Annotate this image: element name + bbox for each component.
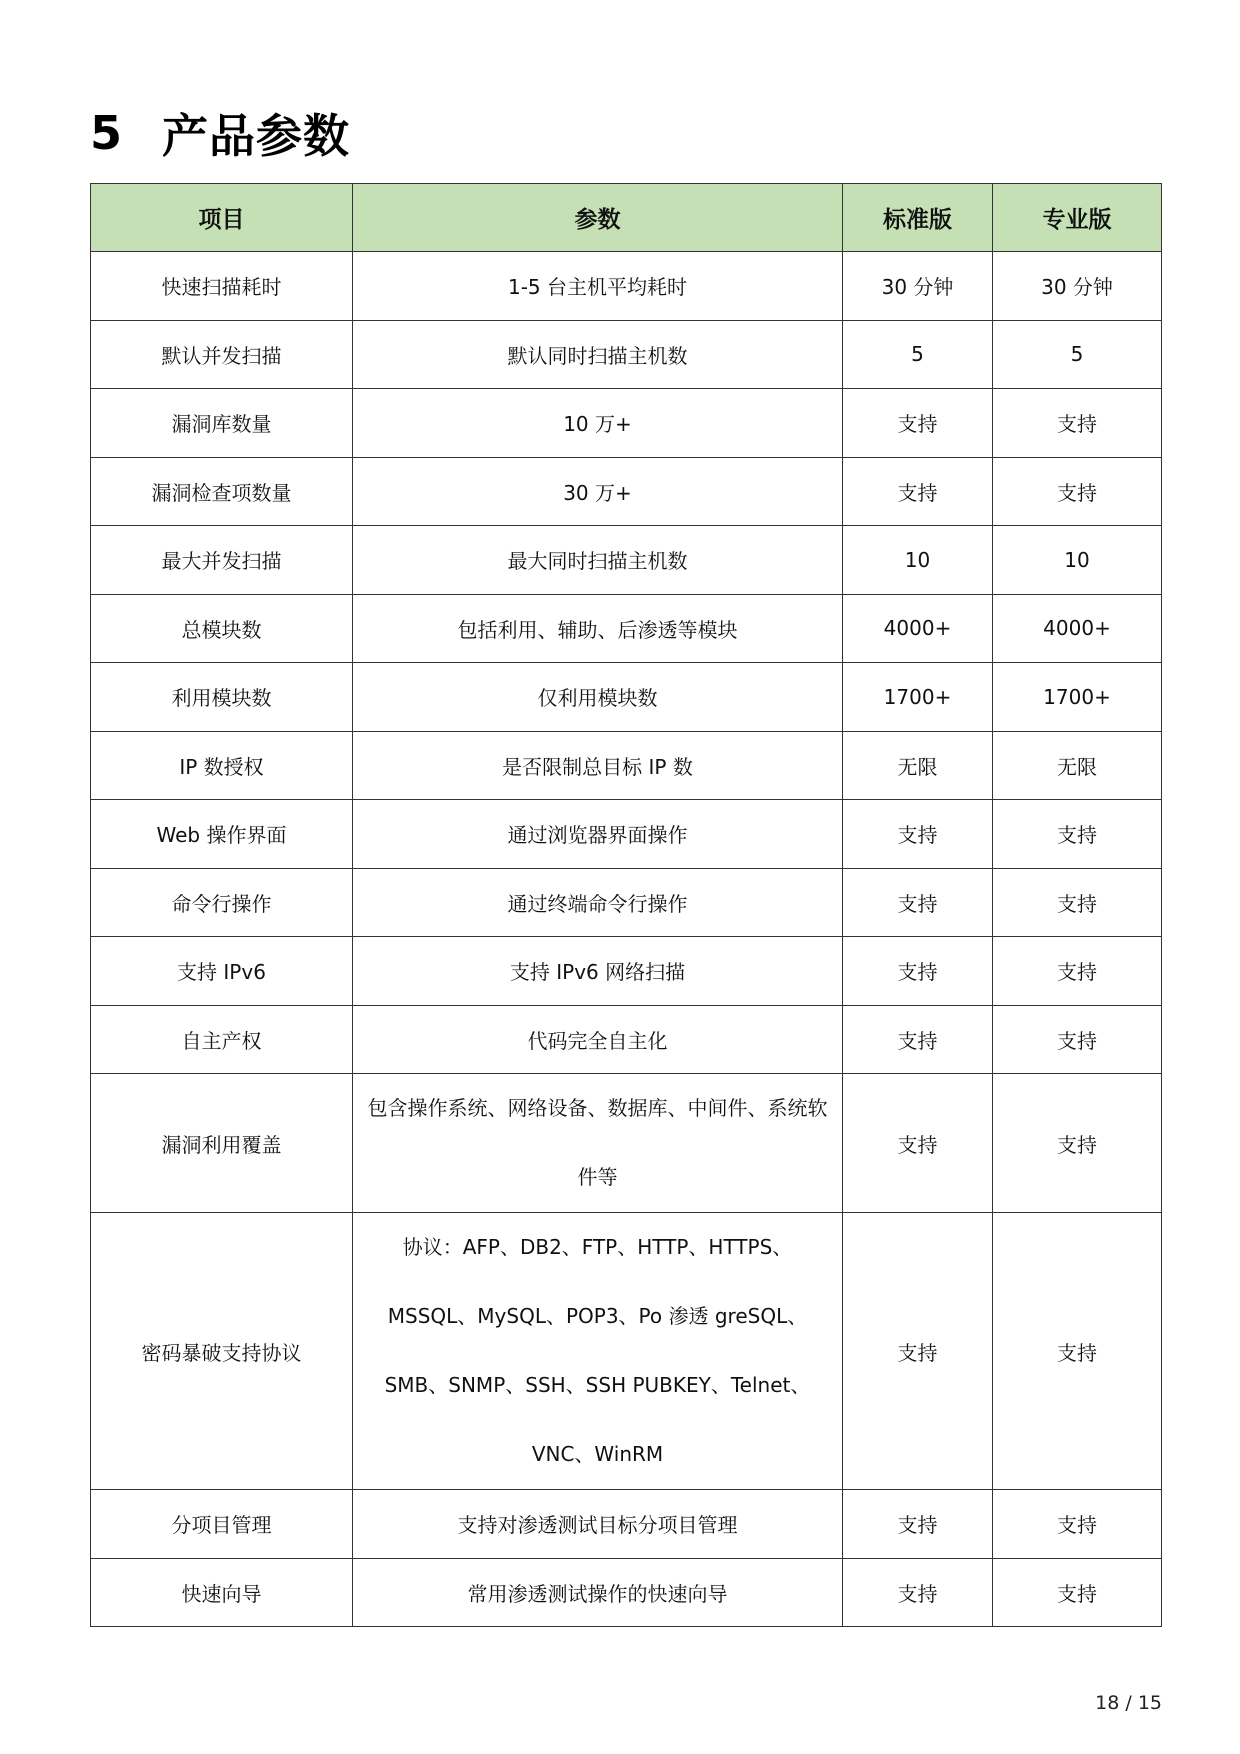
cell-item: 默认并发扫描 — [91, 320, 353, 389]
cell-pro: 4000+ — [993, 594, 1162, 663]
cell-param: 1-5 台主机平均耗时 — [353, 252, 843, 321]
table-row — [91, 320, 1162, 389]
cell-pro: 支持 — [993, 1213, 1162, 1490]
table-row — [91, 1074, 1162, 1213]
cell-item: 总模块数 — [91, 594, 353, 663]
cell-pro: 支持 — [993, 1005, 1162, 1074]
cell-standard: 30 分钟 — [843, 252, 993, 321]
cell-standard: 支持 — [843, 868, 993, 937]
cell-param: 通过浏览器界面操作 — [353, 800, 843, 869]
cell-pro: 1700+ — [993, 663, 1162, 732]
cell-pro: 支持 — [993, 389, 1162, 458]
table-row — [91, 663, 1162, 732]
cell-item: 分项目管理 — [91, 1490, 353, 1559]
section-heading — [90, 98, 350, 168]
cell-param: 最大同时扫描主机数 — [353, 526, 843, 595]
cell-param: 仅利用模块数 — [353, 663, 843, 732]
cell-standard: 支持 — [843, 800, 993, 869]
cell-standard: 支持 — [843, 937, 993, 1006]
cell-item: 漏洞利用覆盖 — [91, 1074, 353, 1213]
table-row — [91, 937, 1162, 1006]
cell-param: 是否限制总目标 IP 数 — [353, 731, 843, 800]
header-item: 项目 — [91, 184, 353, 252]
table-row — [91, 526, 1162, 595]
table-row — [91, 594, 1162, 663]
cell-standard: 5 — [843, 320, 993, 389]
header-param: 参数 — [353, 184, 843, 252]
table-row — [91, 1005, 1162, 1074]
cell-standard: 支持 — [843, 1213, 993, 1490]
table-row — [91, 1558, 1162, 1627]
cell-item: 最大并发扫描 — [91, 526, 353, 595]
table-row — [91, 457, 1162, 526]
table-row — [91, 731, 1162, 800]
cell-pro: 支持 — [993, 1558, 1162, 1627]
cell-param: 默认同时扫描主机数 — [353, 320, 843, 389]
cell-standard: 支持 — [843, 389, 993, 458]
cell-standard: 支持 — [843, 457, 993, 526]
table-row — [91, 1490, 1162, 1559]
cell-standard: 支持 — [843, 1558, 993, 1627]
cell-standard: 无限 — [843, 731, 993, 800]
cell-param: 30 万+ — [353, 457, 843, 526]
cell-param: 支持对渗透测试目标分项目管理 — [353, 1490, 843, 1559]
cell-param: 10 万+ — [353, 389, 843, 458]
cell-pro: 5 — [993, 320, 1162, 389]
table-header-row — [91, 184, 1162, 252]
table-row — [91, 800, 1162, 869]
table-row — [91, 868, 1162, 937]
cell-param: 代码完全自主化 — [353, 1005, 843, 1074]
cell-param: 支持 IPv6 网络扫描 — [353, 937, 843, 1006]
header-pro: 专业版 — [993, 184, 1162, 252]
section-title: 产品参数 — [162, 109, 350, 163]
cell-item: 支持 IPv6 — [91, 937, 353, 1006]
cell-item: 快速向导 — [91, 1558, 353, 1627]
cell-standard: 4000+ — [843, 594, 993, 663]
cell-standard: 支持 — [843, 1074, 993, 1213]
cell-item: 自主产权 — [91, 1005, 353, 1074]
cell-pro: 支持 — [993, 800, 1162, 869]
table-row — [91, 389, 1162, 458]
cell-param: 包括利用、辅助、后渗透等模块 — [353, 594, 843, 663]
cell-item: 密码暴破支持协议 — [91, 1213, 353, 1490]
cell-param: 通过终端命令行操作 — [353, 868, 843, 937]
cell-pro: 支持 — [993, 1490, 1162, 1559]
cell-pro: 支持 — [993, 937, 1162, 1006]
table-row — [91, 252, 1162, 321]
cell-pro: 10 — [993, 526, 1162, 595]
cell-param: 包含操作系统、网络设备、数据库、中间件、系统软件等 — [353, 1074, 843, 1213]
cell-pro: 支持 — [993, 868, 1162, 937]
cell-pro: 30 分钟 — [993, 252, 1162, 321]
cell-item: 命令行操作 — [91, 868, 353, 937]
cell-param: 协议：AFP、DB2、FTP、HTTP、HTTPS、MSSQL、MySQL、POP3、Po 渗透 greSQL、SMB、SNMP、SSH、SSH PUBKEY、Telnet、VNC、WinRM — [353, 1213, 843, 1490]
cell-pro: 支持 — [993, 1074, 1162, 1213]
cell-standard: 1700+ — [843, 663, 993, 732]
product-params-table — [90, 183, 1162, 1627]
cell-standard: 10 — [843, 526, 993, 595]
section-number: 5 — [90, 106, 124, 160]
cell-param: 常用渗透测试操作的快速向导 — [353, 1558, 843, 1627]
page-number: 18 / 15 — [1095, 1692, 1162, 1714]
cell-item: 快速扫描耗时 — [91, 252, 353, 321]
cell-pro: 支持 — [993, 457, 1162, 526]
cell-item: 漏洞检查项数量 — [91, 457, 353, 526]
cell-item: Web 操作界面 — [91, 800, 353, 869]
cell-standard: 支持 — [843, 1005, 993, 1074]
table-row — [91, 1213, 1162, 1490]
cell-item: 漏洞库数量 — [91, 389, 353, 458]
cell-pro: 无限 — [993, 731, 1162, 800]
cell-item: IP 数授权 — [91, 731, 353, 800]
cell-item: 利用模块数 — [91, 663, 353, 732]
header-standard: 标准版 — [843, 184, 993, 252]
cell-standard: 支持 — [843, 1490, 993, 1559]
